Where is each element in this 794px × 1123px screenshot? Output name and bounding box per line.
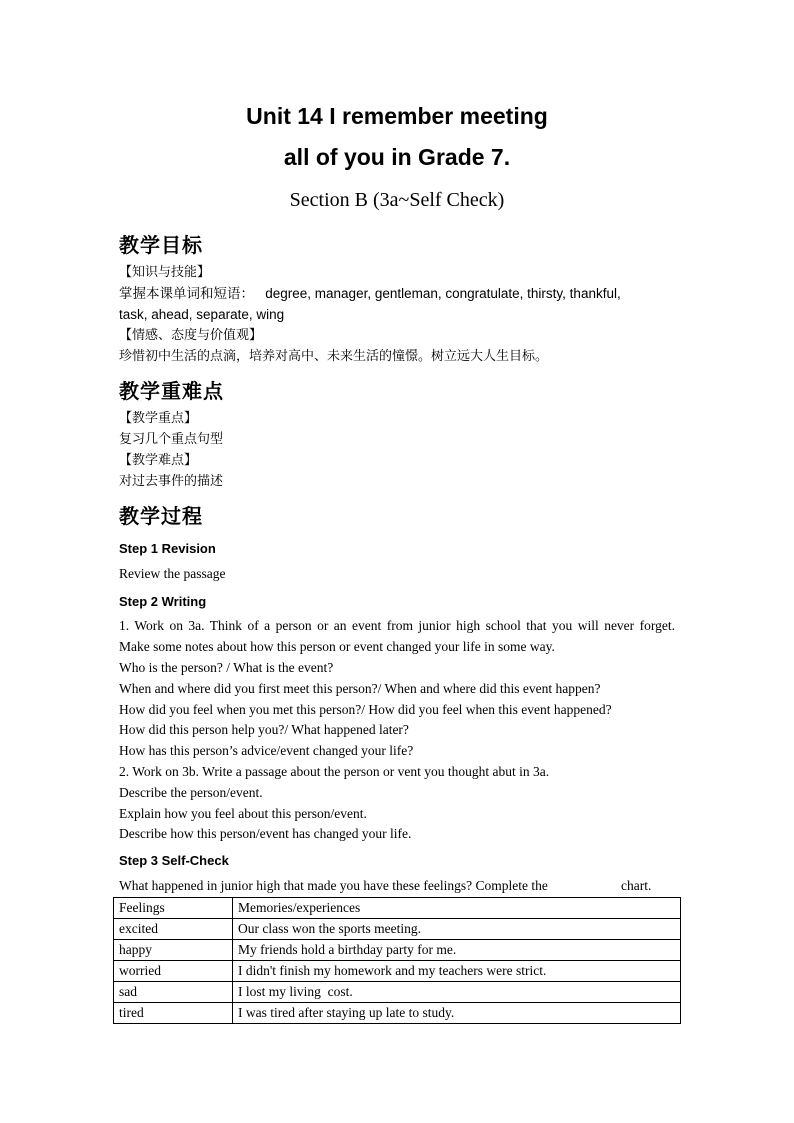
column-header-feelings: Feelings <box>114 898 233 919</box>
step2-line: Explain how you feel about this person/event. <box>119 806 367 821</box>
step2-line: How did this person help you?/ What happened later? <box>119 722 409 737</box>
focus-label: 【教学重点】 <box>119 411 198 426</box>
memory-cell: I lost my living cost. <box>233 982 681 1003</box>
table-row <box>114 961 681 982</box>
emotion-text: 珍惜初中生活的点滴，培养对高中、未来生活的憧憬。树立远大人生目标。 <box>119 349 549 364</box>
step1-title: Step 1 Revision <box>119 541 216 556</box>
memory-cell: My friends hold a birthday party for me. <box>233 940 681 961</box>
feeling-cell: happy <box>114 940 233 961</box>
table-header-row <box>114 898 681 919</box>
difficulty-label: 【教学难点】 <box>119 453 198 468</box>
step2-line: Describe the person/event. <box>119 785 263 800</box>
vocab-line-1: 掌握本课单词和短语： degree, manager, gentleman, congratulate, thirsty, thankful, <box>119 286 621 301</box>
table-row <box>114 1003 681 1024</box>
step3-intro: What happened in junior high that made you have these feelings? Complete the <box>119 878 548 893</box>
step2-line: How has this person’s advice/event changed your life? <box>119 743 414 758</box>
column-header-memories: Memories/experiences <box>233 898 681 919</box>
title-line-1: Unit 14 I remember meeting <box>246 103 548 129</box>
step3-intro-end: chart. <box>621 878 652 893</box>
step3-title: Step 3 Self-Check <box>119 853 229 868</box>
step2-line: Who is the person? / What is the event? <box>119 660 334 675</box>
process-heading: 教学过程 <box>119 504 203 528</box>
step2-line: How did you feel when you met this person?/ How did you feel when this event happened? <box>119 702 612 717</box>
memory-cell: I was tired after staying up late to study. <box>233 1003 681 1024</box>
step2-line: 2. Work on 3b. Write a passage about the person or vent you thought abut in 3a. <box>119 764 550 779</box>
difficulty-text: 对过去事件的描述 <box>119 474 224 489</box>
table-row <box>114 982 681 1003</box>
step2-title: Step 2 Writing <box>119 594 207 609</box>
memory-cell: I didn't finish my homework and my teachers were strict. <box>233 961 681 982</box>
title-line-2: all of you in Grade 7. <box>283 144 511 170</box>
step2-line: Describe how this person/event has changed your life. <box>119 826 412 841</box>
objectives-heading: 教学目标 <box>119 233 203 257</box>
feeling-cell: sad <box>114 982 233 1003</box>
step2-line: 1. Work on 3a. Think of a person or an event from junior high school that you will never forget. <box>119 618 675 633</box>
section-subtitle: Section B (3a~Self Check) <box>289 189 505 211</box>
focus-text: 复习几个重点句型 <box>119 432 224 447</box>
vocab-line-2: task, ahead, separate, wing <box>119 307 285 322</box>
table-row <box>114 940 681 961</box>
key-points-heading: 教学重难点 <box>119 379 224 403</box>
feeling-cell: tired <box>114 1003 233 1024</box>
step2-line: When and where did you first meet this person?/ When and where did this event happen? <box>119 681 601 696</box>
step1-text: Review the passage <box>119 566 226 581</box>
emotion-label: 【情感、态度与价值观】 <box>119 328 263 343</box>
memory-cell: Our class won the sports meeting. <box>233 919 681 940</box>
step2-line: Make some notes about how this person or event changed your life in some way. <box>119 639 555 654</box>
feeling-cell: excited <box>114 919 233 940</box>
knowledge-label: 【知识与技能】 <box>119 265 211 280</box>
feeling-cell: worried <box>114 961 233 982</box>
table-row <box>114 919 681 940</box>
feelings-chart <box>113 897 681 1024</box>
